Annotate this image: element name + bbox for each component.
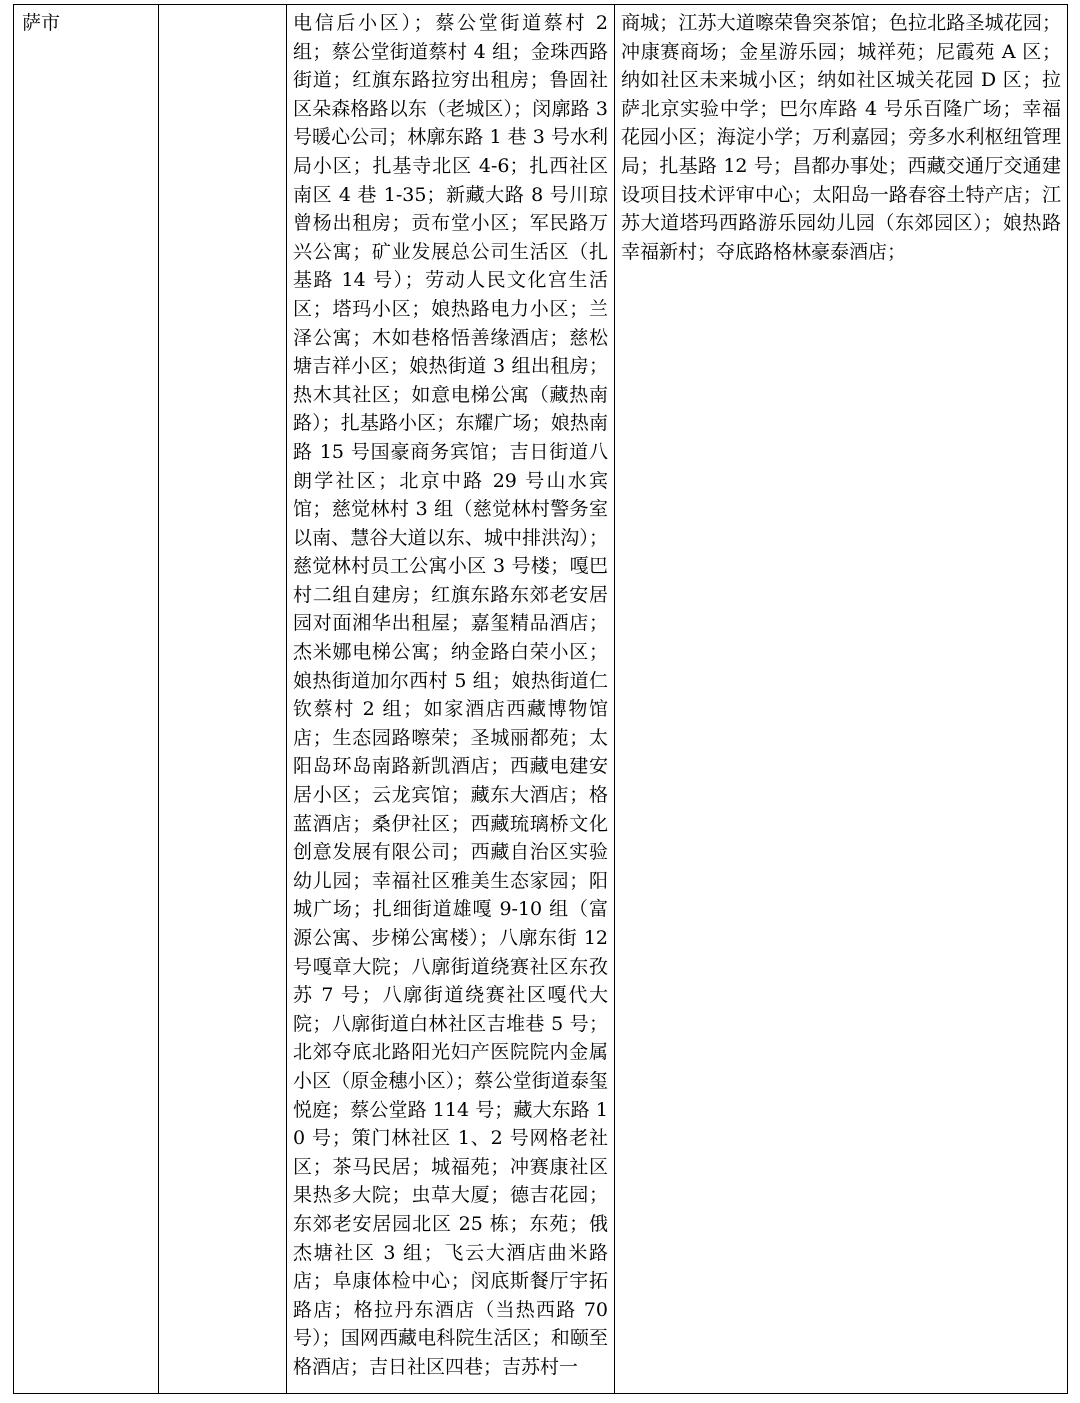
region-cell: 萨市 (14, 5, 159, 1394)
empty-cell (159, 5, 287, 1394)
area-list-cell: 电信后小区）；蔡公堂街道蔡村 2 组；蔡公堂街道蔡村 4 组；金珠西路街道；红旗东路拉穷出租房；鲁固社区朵森格路以东（老城区）；闵廓路 3 号暖心公司；林廓东路 1 巷 3 号水利局小区；扎基寺北区 4-6；扎西社区南区 4 巷 1-35；新藏大路 8 号川琼曾杨出租房；贡布堂小区；军民路万兴公寓；矿业发展总公司生活区（扎基路 14 号）；劳动人民文化宫生活区；塔玛小区；娘热路电力小区；兰泽公寓；木如巷格悟善缘酒店；慈松塘吉祥小区；娘热街道 3 组出租房；热木其社区；如意电梯公寓（藏热南路）；扎基路小区；东耀广场；娘热南路 15 号国豪商务宾馆；吉日街道八朗学社区；北京中路 29 号山水宾馆；慈觉林村 3 组（慈觉林村警务室以南、慧谷大道以东、城中排洪沟）；慈觉林村员工公寓小区 3 号楼；嘎巴村二组自建房；红旗东路东郊老安居园对面湘华出租屋；嘉玺精品酒店；杰米娜电梯公寓；纳金路白荣小区；娘热街道加尔西村 5 组；娘热街道仁钦蔡村 2 组；如家酒店西藏博物馆店；生态园路嚓荣；圣城丽都苑；太阳岛环岛南路新凯酒店；西藏电建安居小区；云龙宾馆；藏东大酒店；格蓝酒店；桑伊社区；西藏琉璃桥文化创意发展有限公司；西藏自治区实验幼儿园；幸福社区雅美生态家园；阳城广场；扎细街道雄嘎 9-10 组（富源公寓、步梯公寓楼）；八廓东街 12 号嘎章大院；八廓街道绕赛社区东孜苏 7 号；八廓街道绕赛社区嘎代大院；八廓街道白林社区吉堆巷 5 号；北郊夺底北路阳光妇产医院院内金属小区（原金穗小区）；蔡公堂街道泰玺悦庭；蔡公堂路 114 号；藏大东路 10 号；策门林社区 1、2 号网格老社区；茶马民居；城福苑；冲赛康社区果热多大院；虫草大厦；德吉花园；东郊老安居园北区 25 栋；东苑；俄杰塘社区 3 组；飞云大酒店曲米路店；阜康体检中心；闵底斯餐厅宇拓路店；格拉丹东酒店（当热西路 70 号）；国网西藏电科院生活区；和颐至格酒店；吉日社区四巷；吉苏村一 (287, 5, 615, 1394)
risk-area-table (13, 4, 1068, 1394)
area-list-cell-continued: 商城；江苏大道嚓荣鲁突茶馆；色拉北路圣城花园；冲康赛商场；金星游乐园；城祥苑；尼霞苑 A 区；纳如社区未来城小区；纳如社区城关花园 D 区；拉萨北京实验中学；巴尔库路 4 号乐百隆广场；幸福花园小区；海淀小学；万利嘉园；旁多水利枢纽管理局；扎基路 12 号；昌都办事处；西藏交通厅交通建设项目技术评审中心；太阳岛一路春容土特产店；江苏大道塔玛西路游乐园幼儿园（东郊园区）；娘热路幸福新村；夺底路格林豪泰酒店； (615, 5, 1068, 1394)
table-row (14, 5, 1068, 1394)
